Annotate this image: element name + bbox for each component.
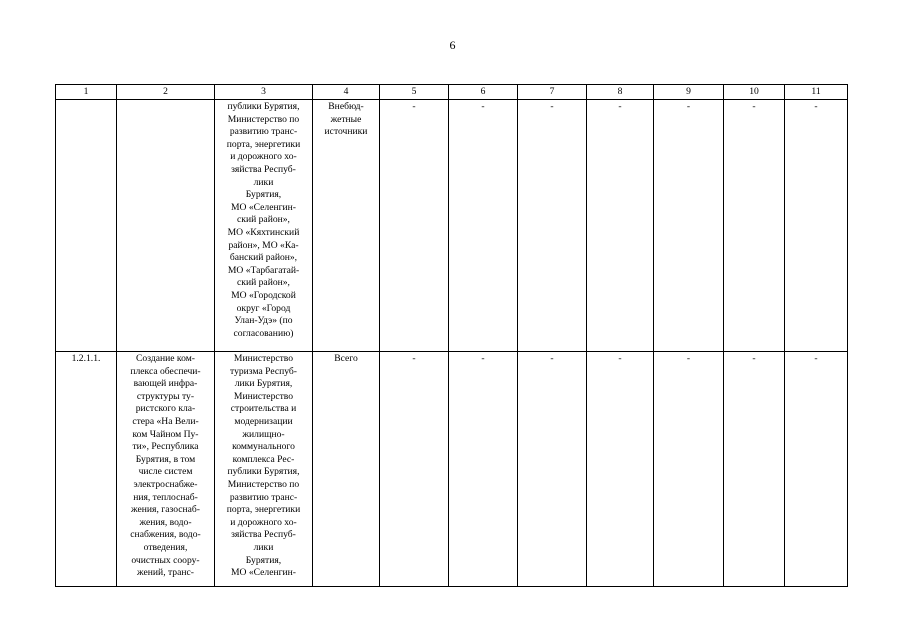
cell-text-line: развитию транс-	[229, 491, 298, 503]
cell-text-line: публики Бурятия,	[227, 101, 300, 112]
cell-text-line: коммунального	[232, 441, 295, 453]
value-cell: -	[587, 100, 654, 352]
cell-text-line: Министерство по	[227, 478, 300, 490]
column-number: 11	[785, 85, 848, 100]
row-number-cell	[56, 100, 117, 352]
cell-text-line: источники	[324, 126, 368, 138]
column-number: 9	[654, 85, 724, 100]
column-number: 6	[449, 85, 518, 100]
value-cell: -	[380, 100, 449, 352]
cell-text-line: ком Чайном Пу-	[132, 428, 199, 440]
cell-text-line: Всего	[334, 353, 358, 364]
cell-text-line: ристского кла-	[135, 403, 196, 415]
value-cell: -	[587, 352, 654, 587]
cell-text-line: очистных соору-	[131, 554, 200, 566]
cell-text-line: Улан-Удэ» (по	[234, 315, 293, 327]
cell-text-line: округ «Город	[236, 302, 291, 314]
executor-cell	[215, 100, 313, 352]
cell-text-line: МО «Селенгин-	[230, 567, 296, 579]
value-cell: -	[654, 352, 724, 587]
column-number-row	[56, 85, 848, 100]
cell-text-line: банский район»,	[229, 252, 298, 264]
cell-text-line: МО «Тарбагатай-	[227, 264, 300, 276]
cell-text-line: Министерство	[233, 390, 294, 402]
column-number: 5	[380, 85, 449, 100]
cell-text-line: и дорожного хо-	[230, 516, 297, 528]
cell-text-line: район», МО «Ка-	[228, 239, 299, 251]
cell-text-line: Бурятия,	[245, 554, 282, 566]
row-number-cell: 1.2.1.1.	[56, 352, 117, 587]
cell-text-line: Министерство	[233, 353, 294, 364]
measure-name-cell	[117, 352, 215, 587]
cell-text-line: порта, энергетики	[226, 138, 301, 150]
measure-name-cell	[117, 100, 215, 352]
cell-text-line: Бурятия, в том	[135, 453, 196, 465]
cell-text-line: жилищно-	[242, 428, 285, 440]
cell-text-line: жений, транс-	[137, 567, 194, 579]
cell-text-line: ния, теплоснаб-	[133, 491, 198, 503]
cell-text-line: и дорожного хо-	[230, 151, 297, 163]
cell-text-line: Создание ком-	[136, 353, 195, 364]
cell-text-line: согласованию)	[233, 327, 294, 339]
table-row	[56, 100, 848, 352]
cell-text-line: плекса обеспечи-	[130, 365, 201, 377]
cell-text-line: жения, водо-	[139, 516, 192, 528]
value-cell: -	[518, 100, 587, 352]
value-cell: -	[724, 352, 785, 587]
column-number: 2	[117, 85, 215, 100]
cell-text-line: ский район»,	[237, 214, 290, 226]
cell-text-line: Бурятия,	[245, 189, 282, 201]
cell-text-line: жетные	[330, 113, 362, 125]
page-number: 6	[449, 38, 456, 52]
cell-text-line: стера «На Вели-	[132, 415, 199, 427]
cell-text-line: лики	[253, 176, 274, 188]
value-cell: -	[518, 352, 587, 587]
cell-text-line: порта, энергетики	[226, 504, 301, 516]
cell-text-line: ти», Республика	[132, 441, 199, 453]
value-cell: -	[785, 100, 848, 352]
cell-text-line: вающей инфра-	[133, 378, 198, 390]
executor-cell	[215, 352, 313, 587]
cell-text-line: строительства и	[230, 403, 297, 415]
funding-source-cell	[313, 352, 380, 587]
cell-text-line: комплекса Рес-	[232, 453, 295, 465]
cell-text-line: зяйства Респуб-	[231, 163, 296, 175]
cell-text-line: Внебюд-	[328, 101, 364, 112]
value-cell: -	[654, 100, 724, 352]
cell-text-line: МО «Кяхтинский	[227, 226, 300, 238]
table-row	[56, 352, 848, 587]
column-number: 3	[215, 85, 313, 100]
cell-text-line: электроснабже-	[133, 478, 198, 490]
cell-text-line: Министерство по	[227, 113, 300, 125]
column-number: 8	[587, 85, 654, 100]
cell-text-line: отведения,	[143, 541, 188, 553]
cell-text-line: лики	[253, 541, 274, 553]
value-cell: -	[785, 352, 848, 587]
cell-text-line: числе систем	[138, 466, 193, 478]
column-number: 1	[56, 85, 117, 100]
value-cell: -	[449, 352, 518, 587]
column-number: 7	[518, 85, 587, 100]
funding-source-cell	[313, 100, 380, 352]
cell-text-line: МО «Селенгин-	[230, 201, 296, 213]
value-cell: -	[380, 352, 449, 587]
cell-text-line: МО «Городской	[231, 289, 296, 301]
cell-text-line: ский район»,	[237, 277, 290, 289]
value-cell: -	[724, 100, 785, 352]
column-number: 4	[313, 85, 380, 100]
cell-text-line: лики Бурятия,	[234, 378, 293, 390]
cell-text-line: зяйства Респуб-	[231, 529, 296, 541]
cell-text-line: публики Бурятия,	[227, 466, 300, 478]
cell-text-line: структуры ту-	[136, 390, 195, 402]
cell-text-line: развитию транс-	[229, 126, 298, 138]
program-table	[55, 84, 848, 587]
column-number: 10	[724, 85, 785, 100]
cell-text-line: модернизации	[234, 415, 293, 427]
value-cell: -	[449, 100, 518, 352]
cell-text-line: жения, газоснаб-	[131, 504, 200, 516]
cell-text-line: туризма Респуб-	[230, 365, 297, 377]
cell-text-line: снабжения, водо-	[130, 529, 201, 541]
